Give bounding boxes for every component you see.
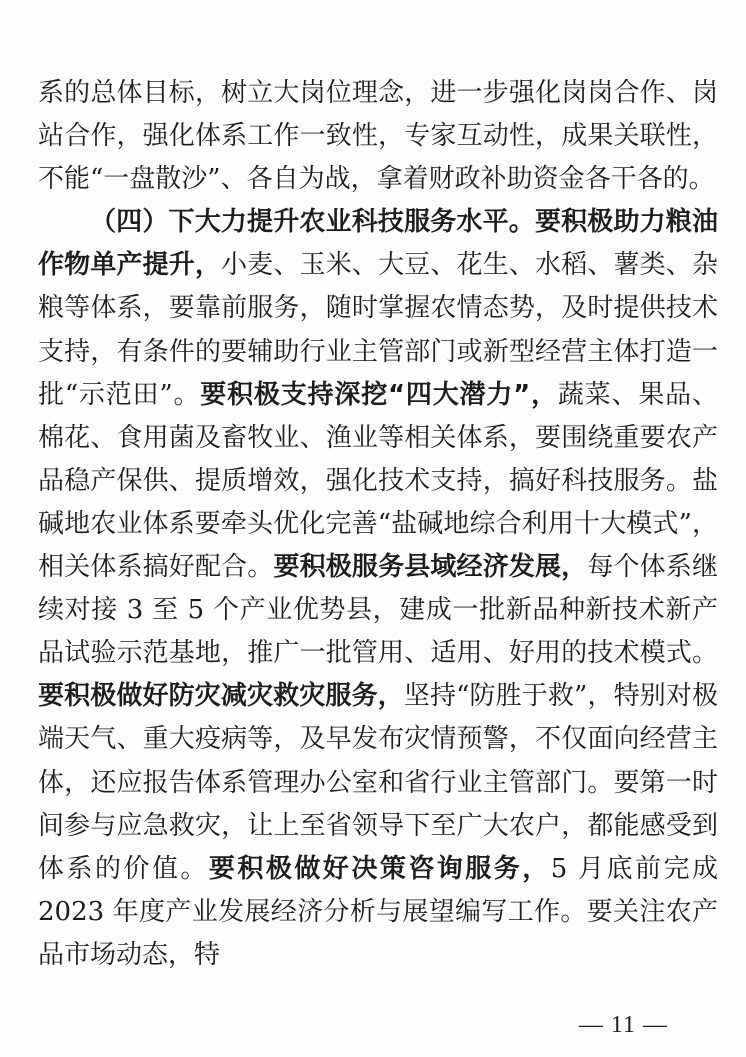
paragraph-text-4: 坚持“防胜于救”，特别对极端天气、重大疫病等，及早发布灾情预警，不仅面向经营主体，还应报告体系管理办公室和省行业主管部门。要第一时间参与应急救灾，让上至省领导下至广大农户，都能感受到体系的价值。 (38, 681, 718, 884)
paragraph-continued (38, 72, 718, 201)
body-text (38, 72, 718, 977)
bold-lead-1: 要积极助力粮油作物单产提升， (38, 207, 718, 281)
paragraph-text-3: 每个体系继续对接 3 至 5 个产业优势县，建成一批新品种新技术新产品试验示范基地，推广一批管用、适用、好用的技术模式。 (38, 552, 718, 669)
section-heading: （四）下大力提升农业科技服务水平。 (90, 207, 535, 238)
paragraph-text-1: 小麦、玉米、大豆、花生、水稻、薯类、杂粮等体系，要靠前服务，随时掌握农情态势，及时提供技术支持，有条件的要辅助行业主管部门或新型经营主体打造一批“示范田”。 (38, 250, 718, 410)
paragraph-text-5: 5 月底前完成 2023 年度产业发展经济分析与展望编写工作。要关注农产品市场动态，特 (38, 853, 718, 970)
paragraph-text-2: 蔬菜、果品、棉花、食用菌及畜牧业、渔业等相关体系，要围绕重要农产品稳产保供、提质增效，强化技术支持，搞好科技服务。盐碱地农业体系要牵头优化完善“盐碱地综合利用十大模式”，相关体系搞好配合。 (38, 379, 718, 583)
bold-lead-4: 要积极做好防灾减灾救灾服务， (38, 681, 404, 712)
paragraph-section-4 (38, 201, 718, 977)
bold-lead-3: 要积极服务县域经济发展， (273, 552, 588, 583)
page-number: — 11 — (578, 1012, 668, 1038)
paragraph-text: 系的总体目标，树立大岗位理念，进一步强化岗岗合作、岗站合作，强化体系工作一致性，专家互动性，成果关联性，不能“一盘散沙”、各自为战，拿着财政补助资金各干各的。 (38, 78, 718, 195)
bold-lead-5: 要积极做好决策咨询服务， (208, 853, 551, 884)
bold-lead-2: 要积极支持深挖“四大潜力”， (200, 379, 558, 410)
